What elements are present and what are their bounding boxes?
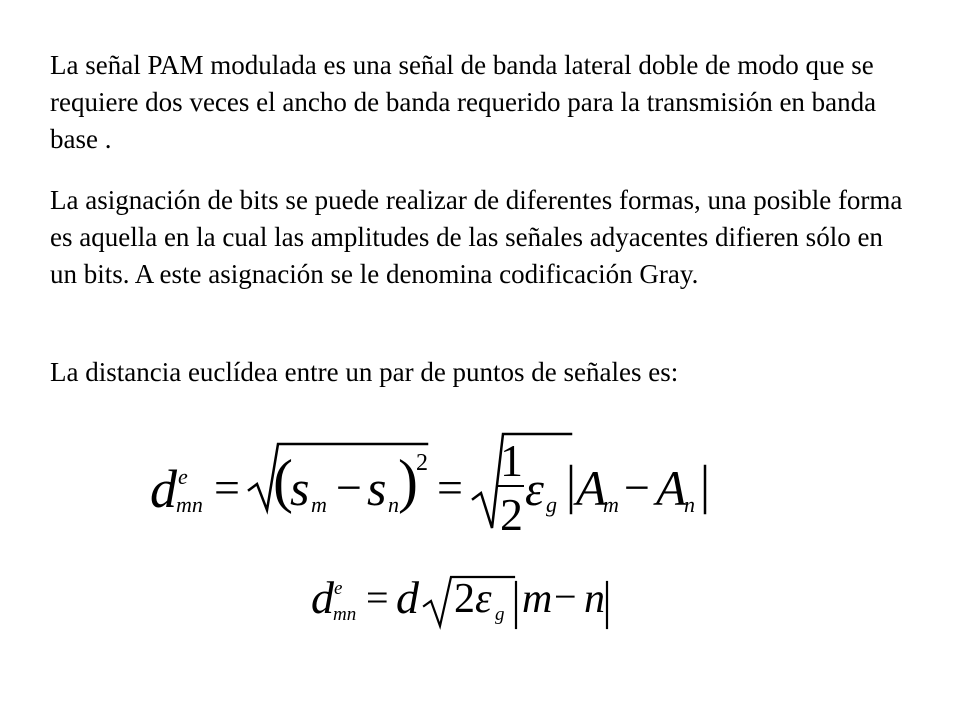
paragraph-pam-bandwidth: La señal PAM modulada es una señal de banda lateral doble de modo que se requiere dos veces el ancho de banda requerido para la transmisión en banda base . [50,50,877,154]
eq1-epsilon-subscript: g [546,492,557,517]
eq2-n: n [584,576,605,622]
eq1-epsilon: ε [525,463,544,516]
eq1-equals-2: = [437,462,463,513]
eq2-epsilon-subscript: g [495,604,505,625]
eq1-lhs-d: d [150,459,177,519]
eq2-epsilon: ε [475,576,492,622]
eq1-s-m-subscript: m [311,492,327,517]
eq1-lhs-subscript: mn [176,492,203,517]
eq2-d: d [396,572,419,623]
eq1-minus-2: − [624,462,650,513]
eq1-a-m-subscript: m [603,492,619,517]
eq1-a-n-subscript: n [684,492,695,517]
eq2-lhs-d: d [311,572,334,623]
eq2-coefficient: 2 [454,576,475,622]
eq2-m: m [522,576,553,622]
eq1-lhs-superscript: e [178,464,188,489]
eq1-minus: − [336,462,362,513]
equation-distance-general [150,434,705,540]
eq1-open-paren: ( [273,448,293,514]
eq1-a-n: A [656,460,687,516]
eq2-equals: = [366,575,389,620]
eq1-square: 2 [416,450,428,476]
eq1-fraction-numerator: 1 [500,435,523,486]
eq1-a-m: A [576,460,607,516]
eq1-equals: = [214,462,240,513]
eq2-lhs-superscript: e [334,578,343,599]
eq1-fraction-denominator: 2 [500,489,523,540]
eq1-s-n: s [367,460,387,516]
paragraph-gray-coding: La asignación de bits se puede realizar de diferentes formas, una posible forma es aquella en la cual las amplitudes de las señales adyacentes difieren sólo en un bits. A este asignación se le denomina codificación Gray. [50,185,903,289]
eq2-minus: − [554,574,577,619]
eq1-s-n-subscript: n [388,492,399,517]
paragraph-euclidean-distance: La distancia euclídea entre un par de puntos de señales es: [50,357,679,387]
equation-distance-simplified [311,572,607,628]
eq1-s-m: s [290,460,310,516]
eq1-close-paren: ) [398,448,418,514]
eq2-lhs-subscript: mn [333,604,357,625]
